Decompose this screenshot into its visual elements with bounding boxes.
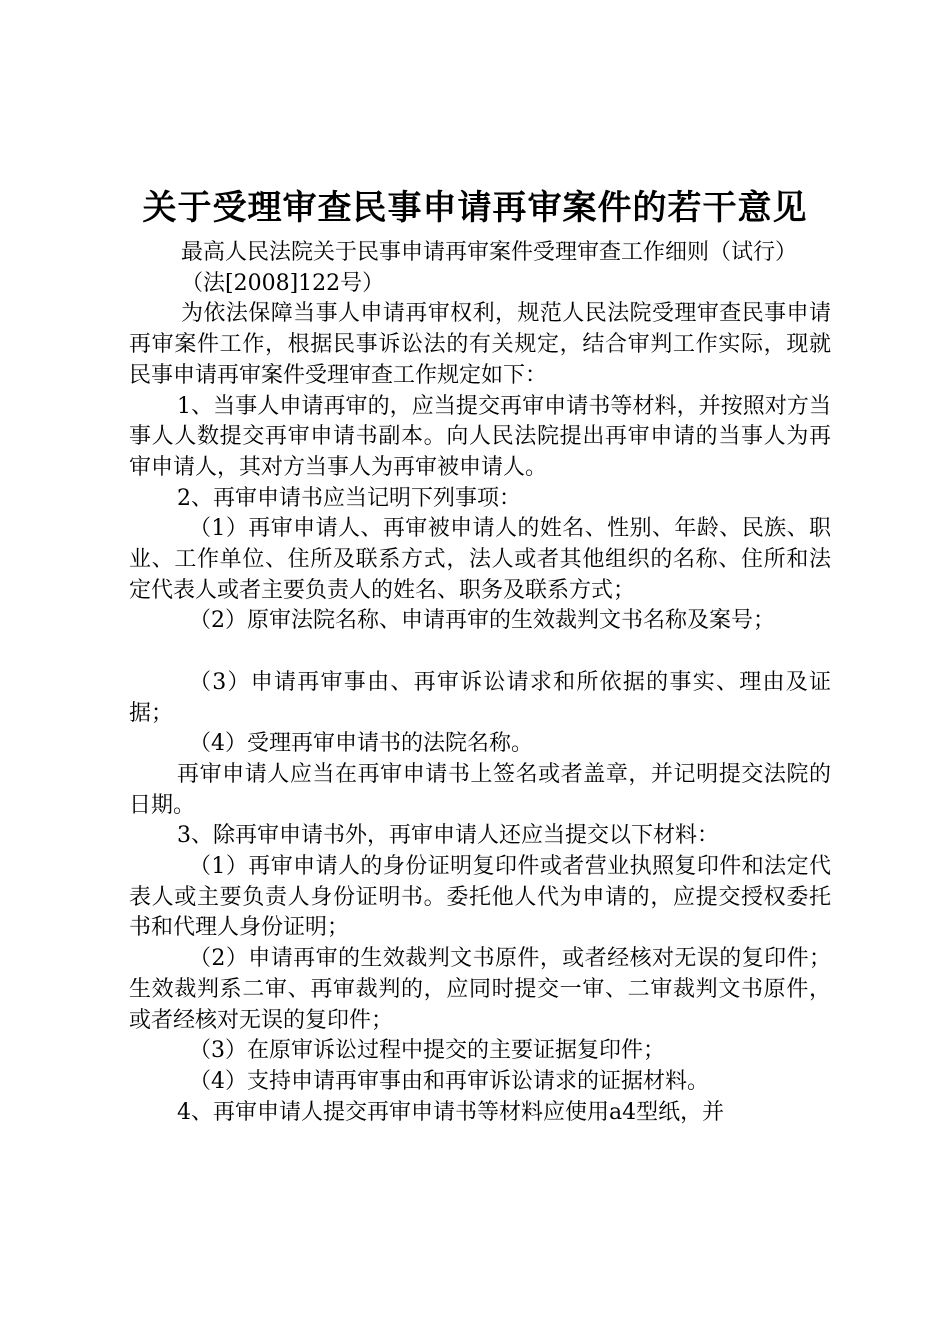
- document-body: [129, 238, 831, 1128]
- article-3-item-1: （1）再审申请人的身份证明复印件或者营业执照复印件和法定代表人或主要负责人身份证明书。委托他人代为申请的，应提交授权委托书和代理人身份证明；: [129, 854, 831, 941]
- article-2-item-4: （4）受理再审申请书的法院名称。: [189, 731, 533, 757]
- article-2-item-3: （3）申请再审事由、再审诉讼请求和所依据的事实、理由及证据；: [129, 669, 831, 726]
- subtitle-paragraph: 最高人民法院关于民事申请再审案件受理审查工作细则（试行）: [181, 240, 798, 265]
- article-2: 2、再审申请书应当记明下列事项：: [177, 485, 521, 511]
- document-number: （法[2008]122号）: [181, 270, 385, 296]
- article-3-item-2: （2）申请再审的生效裁判文书原件，或者经核对无误的复印件；生效裁判系二审、再审裁判的，应同时提交一审、二审裁判文书原件，或者经核对无误的复印件；: [129, 946, 831, 1033]
- article-3: 3、除再审申请书外，再审申请人还应当提交以下材料：: [177, 823, 719, 849]
- article-3-item-3: （3）在原审诉讼过程中提交的主要证据复印件；: [189, 1038, 665, 1064]
- signature-paragraph: 再审申请人应当在再审申请书上签名或者盖章，并记明提交法院的日期。: [129, 761, 831, 818]
- article-2-item-1: （1）再审申请人、再审被申请人的姓名、性别、年龄、民族、职业、工作单位、住所及联系方式，法人或者其他组织的名称、住所和法定代表人或者主要负责人的姓名、职务及联系方式；: [129, 516, 831, 603]
- blank-line: [129, 637, 831, 668]
- article-2-item-2: （2）原审法院名称、申请再审的生效裁判文书名称及案号；: [189, 608, 775, 634]
- article-4: 4、再审申请人提交再审申请书等材料应使用a4型纸，并: [177, 1099, 725, 1125]
- article-3-item-4: （4）支持申请再审事由和再审诉讼请求的证据材料。: [189, 1068, 709, 1094]
- document-title: 关于受理审查民事申请再审案件的若干意见: [142, 188, 808, 228]
- article-1: 1、当事人申请再审的，应当提交再审申请书等材料，并按照对方当事人人数提交再审申请书副本。向人民法院提出再审申请的当事人为再审申请人，其对方当事人为再审被申请人。: [129, 393, 831, 480]
- preamble-paragraph: 为依法保障当事人申请再审权利，规范人民法院受理审查民事申请再审案件工作，根据民事诉讼法的有关规定，结合审判工作实际，现就民事申请再审案件受理审查工作规定如下：: [129, 301, 831, 388]
